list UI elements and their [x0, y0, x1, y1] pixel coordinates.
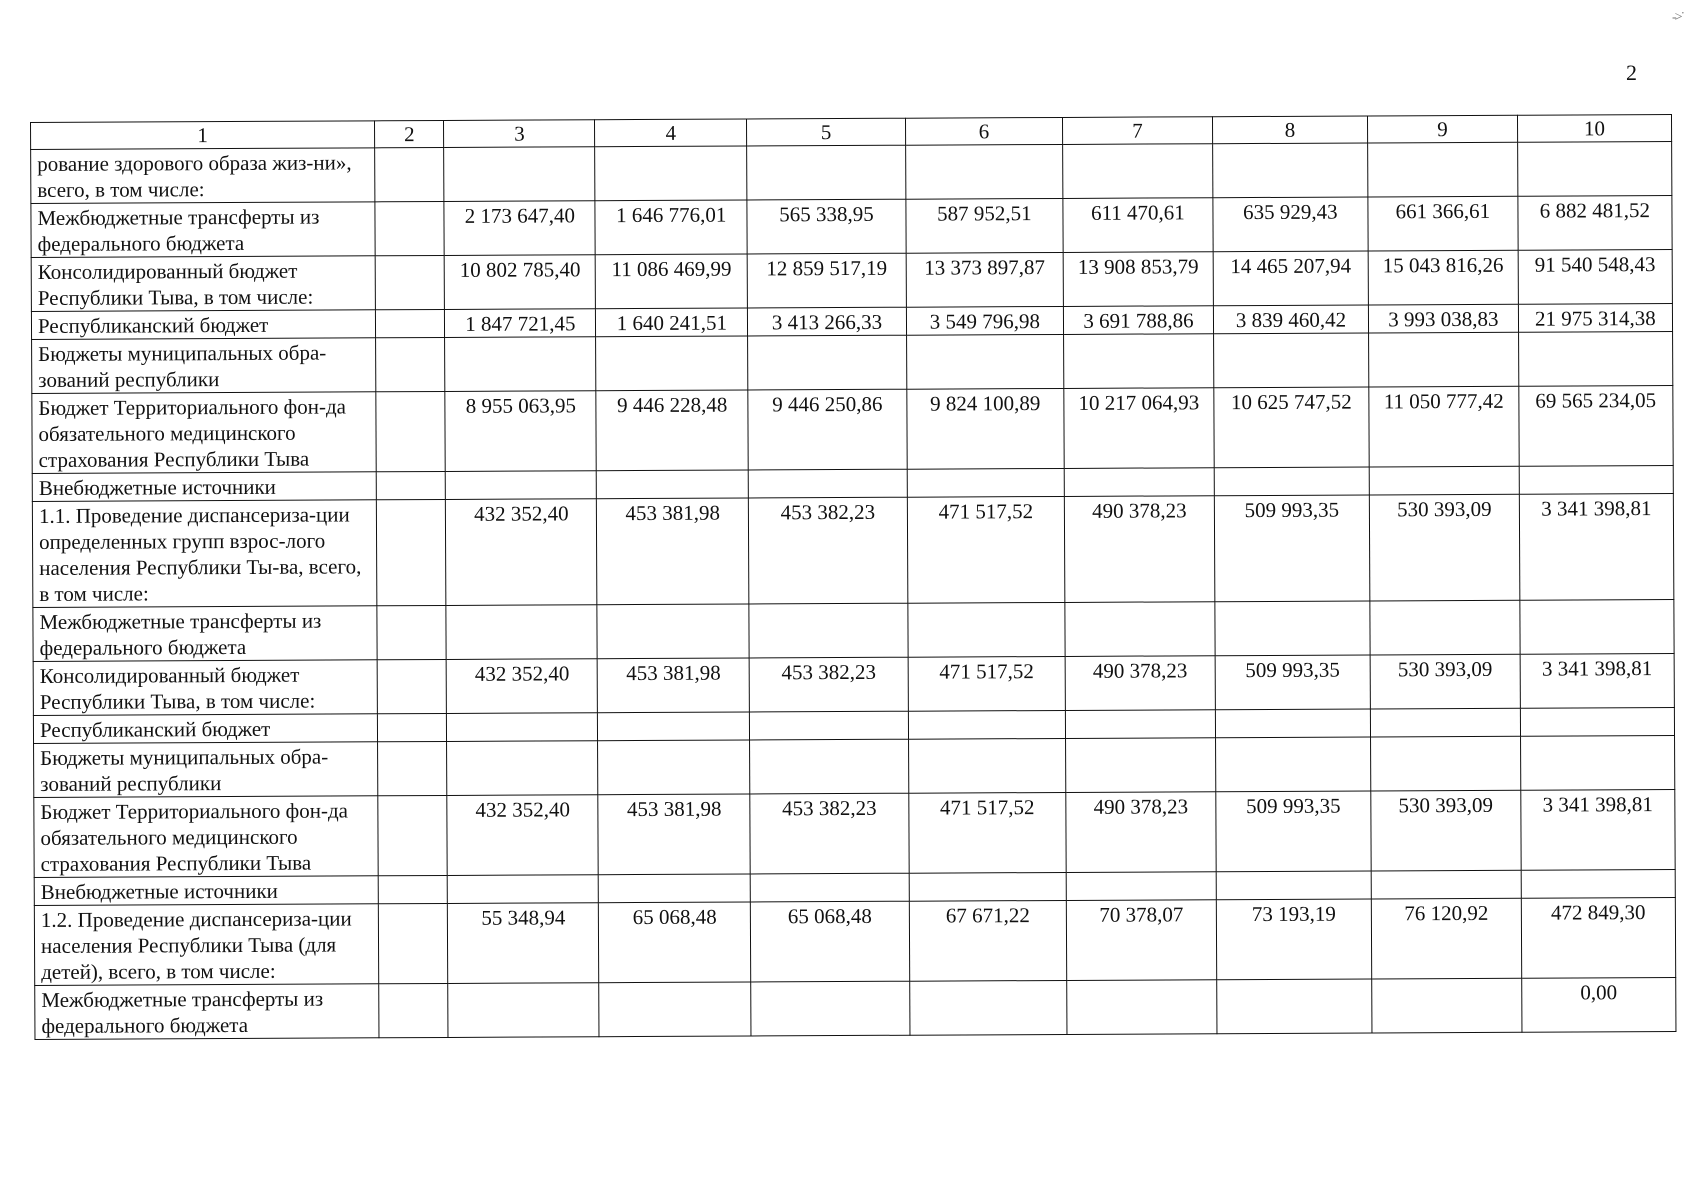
value-cell-col9: [1369, 466, 1519, 495]
value-cell-col5: [748, 335, 907, 390]
table-row: [34, 897, 1675, 985]
table-row: [35, 977, 1676, 1039]
value-cell-col3: 432 352,40: [446, 499, 597, 606]
value-cell-col7: [1066, 872, 1216, 901]
value-cell-col6: [906, 334, 1064, 389]
value-cell-col7: 10 217 064,93: [1064, 388, 1214, 469]
value-cell-col10: 3 341 398,81: [1519, 493, 1674, 600]
value-cell-col9: 530 393,09: [1369, 494, 1519, 601]
value-cell-col4: 1 646 776,01: [595, 200, 747, 255]
table-row: [34, 735, 1675, 797]
value-cell-col8: 3 839 460,42: [1213, 305, 1368, 334]
value-cell-col9: [1370, 600, 1520, 655]
row-label: Бюджеты муниципальных обра-зований республики: [34, 742, 378, 798]
value-cell-col9: 3 993 038,83: [1368, 304, 1518, 333]
value-cell-col9: [1372, 978, 1522, 1033]
value-cell-col10: 3 341 398,81: [1520, 653, 1674, 708]
value-cell-col9: [1371, 736, 1521, 791]
value-cell-col8: 509 993,35: [1215, 655, 1370, 710]
value-cell-col3: [448, 983, 599, 1038]
row-col2-cell: [375, 201, 445, 255]
value-cell-col6: 3 549 796,98: [906, 306, 1063, 335]
value-cell-col4: 453 381,98: [597, 658, 749, 713]
table-row: [31, 141, 1672, 203]
row-label: 1.1. Проведение диспансериза-ции определенных групп взрос-лого населения Республики Ты-ва, всего, в том числе:: [32, 500, 377, 608]
value-cell-col10: [1517, 141, 1671, 196]
value-cell-col4: [598, 712, 750, 741]
row-label: Консолидированный бюджет Республики Тыва, в том числе:: [33, 660, 377, 716]
row-label: Бюджет Территориального фон-да обязательного медицинского страхования Республики Тыва: [34, 796, 378, 878]
value-cell-col6: [908, 602, 1066, 657]
row-col2-cell: [378, 741, 448, 795]
value-cell-col10: 6 882 481,52: [1518, 195, 1672, 250]
table-row: [33, 653, 1674, 715]
value-cell-col9: [1368, 142, 1518, 197]
value-cell-col4: 1 640 241,51: [596, 308, 748, 337]
row-col2-cell: [379, 983, 449, 1037]
value-cell-col6: 587 952,51: [906, 198, 1064, 253]
value-cell-col9: 76 120,92: [1371, 898, 1521, 979]
row-col2-cell: [375, 147, 445, 201]
value-cell-col7: [1066, 738, 1216, 793]
column-header-8: 8: [1212, 116, 1367, 144]
value-cell-col3: [445, 337, 596, 392]
value-cell-col9: [1370, 708, 1520, 737]
value-cell-col8: [1216, 871, 1371, 900]
value-cell-col5: [749, 603, 908, 658]
value-cell-col4: 453 381,98: [597, 498, 749, 605]
value-cell-col8: [1215, 601, 1370, 656]
row-col2-cell: [377, 659, 447, 713]
value-cell-col6: [907, 468, 1064, 497]
row-label: Бюджеты муниципальных обра-зований республики: [32, 338, 376, 394]
row-col2-cell: [376, 499, 446, 605]
value-cell-col3: [448, 875, 599, 904]
value-cell-col5: 3 413 266,33: [748, 307, 907, 336]
value-cell-col4: 453 381,98: [598, 794, 750, 875]
value-cell-col10: 472 849,30: [1521, 897, 1676, 978]
value-cell-col7: 70 378,07: [1066, 900, 1216, 981]
value-cell-col3: 1 847 721,45: [445, 309, 596, 338]
value-cell-col8: [1215, 709, 1370, 738]
value-cell-col4: 11 086 469,99: [595, 254, 747, 309]
value-cell-col3: [446, 605, 597, 660]
value-cell-col4: [599, 982, 751, 1037]
value-cell-col8: [1217, 979, 1372, 1034]
row-col2-cell: [378, 903, 448, 983]
value-cell-col5: [750, 711, 909, 740]
value-cell-col5: 12 859 517,19: [747, 253, 906, 308]
row-col2-cell: [377, 713, 447, 741]
value-cell-col6: [908, 738, 1066, 793]
column-header-7: 7: [1063, 117, 1213, 145]
column-header-4: 4: [595, 119, 747, 147]
row-col2-cell: [376, 391, 446, 471]
row-col2-cell: [378, 875, 448, 903]
value-cell-col7: [1063, 144, 1213, 199]
value-cell-col5: 453 382,23: [749, 497, 908, 604]
value-cell-col9: [1369, 332, 1519, 387]
value-cell-col3: 10 802 785,40: [445, 255, 596, 310]
value-cell-col8: 635 929,43: [1213, 197, 1368, 252]
value-cell-col6: 471 517,52: [908, 656, 1066, 711]
value-cell-col9: 661 366,61: [1368, 196, 1518, 251]
value-cell-col6: 471 517,52: [907, 496, 1065, 603]
value-cell-col4: [599, 874, 751, 903]
value-cell-col7: [1065, 602, 1215, 657]
value-cell-col8: [1215, 737, 1370, 792]
table-row: [32, 493, 1673, 607]
value-cell-col4: 9 446 228,48: [596, 390, 748, 471]
value-cell-col5: 453 382,23: [750, 793, 909, 874]
column-header-9: 9: [1368, 115, 1518, 143]
value-cell-col10: [1518, 331, 1672, 386]
value-cell-col10: 0,00: [1521, 977, 1675, 1032]
value-cell-col6: [905, 144, 1063, 199]
row-label: Внебюджетные источники: [34, 876, 378, 906]
value-cell-col10: 69 565 234,05: [1519, 385, 1674, 466]
table-row: [32, 331, 1673, 393]
row-col2-cell: [376, 337, 446, 391]
value-cell-col7: [1064, 334, 1214, 389]
value-cell-col5: [751, 981, 910, 1036]
value-cell-col6: [908, 710, 1065, 739]
table-row: [31, 195, 1672, 257]
value-cell-col6: 9 824 100,89: [907, 388, 1065, 469]
row-label: Межбюджетные трансферты из федерального бюджета: [35, 984, 379, 1040]
value-cell-col5: 65 068,48: [751, 901, 910, 982]
value-cell-col5: [747, 145, 906, 200]
table-body: [31, 141, 1676, 1039]
value-cell-col3: 55 348,94: [448, 903, 599, 984]
value-cell-col3: 8 955 063,95: [445, 391, 596, 472]
value-cell-col3: 432 352,40: [447, 795, 598, 876]
value-cell-col3: 432 352,40: [447, 659, 598, 714]
value-cell-col8: 509 993,35: [1216, 791, 1372, 872]
column-header-6: 6: [905, 117, 1062, 145]
row-label: Республиканский бюджет: [31, 310, 375, 340]
value-cell-col7: 3 691 788,86: [1063, 306, 1213, 335]
value-cell-col10: [1519, 465, 1673, 494]
value-cell-col8: 10 625 747,52: [1214, 387, 1370, 468]
value-cell-col4: [596, 336, 748, 391]
row-col2-cell: [375, 309, 445, 337]
value-cell-col6: [909, 980, 1067, 1035]
value-cell-col7: [1067, 980, 1217, 1035]
row-label: Республиканский бюджет: [33, 714, 377, 744]
row-col2-cell: [377, 605, 447, 659]
row-label: Межбюджетные трансферты из федерального бюджета: [33, 606, 377, 662]
value-cell-col8: 509 993,35: [1214, 495, 1370, 602]
value-cell-col9: [1371, 870, 1521, 899]
value-cell-col9: 15 043 816,26: [1368, 250, 1518, 305]
row-col2-cell: [378, 795, 448, 875]
value-cell-col9: 530 393,09: [1371, 790, 1521, 871]
value-cell-col10: [1521, 869, 1675, 898]
value-cell-col8: 73 193,19: [1216, 899, 1372, 980]
value-cell-col5: [748, 469, 907, 498]
value-cell-col7: [1065, 710, 1215, 739]
value-cell-col3: [446, 471, 597, 500]
table-row: [34, 789, 1675, 877]
value-cell-col5: [750, 739, 909, 794]
value-cell-col5: 565 338,95: [747, 199, 906, 254]
value-cell-col10: 21 975 314,38: [1518, 303, 1672, 332]
value-cell-col10: 91 540 548,43: [1518, 249, 1672, 304]
value-cell-col5: 453 382,23: [749, 657, 908, 712]
row-label: Бюджет Территориального фон-да обязательного медицинского страхования Республики Тыва: [32, 392, 376, 474]
value-cell-col5: 9 446 250,86: [748, 389, 907, 470]
scan-mark: ->​˙: [1672, 10, 1684, 25]
value-cell-col10: [1520, 735, 1674, 790]
value-cell-col6: 67 671,22: [909, 900, 1067, 981]
value-cell-col3: [444, 147, 595, 202]
value-cell-col10: [1520, 599, 1674, 654]
value-cell-col7: 490 378,23: [1065, 656, 1215, 711]
column-header-5: 5: [747, 118, 906, 146]
table-row: [31, 249, 1672, 311]
column-header-10: 10: [1517, 114, 1671, 142]
value-cell-col8: 14 465 207,94: [1213, 251, 1368, 306]
value-cell-col8: [1214, 467, 1369, 496]
value-cell-col9: 530 393,09: [1370, 654, 1520, 709]
value-cell-col4: [597, 470, 749, 499]
value-cell-col3: [447, 713, 598, 742]
value-cell-col8: [1213, 333, 1368, 388]
row-label: 1.2. Проведение диспансериза-ции населения Республики Тыва (для детей), всего, в том числе:: [34, 904, 378, 986]
value-cell-col8: [1212, 143, 1367, 198]
value-cell-col9: 11 050 777,42: [1369, 386, 1519, 467]
value-cell-col5: [750, 873, 909, 902]
row-label: Консолидированный бюджет Республики Тыва, в том числе:: [31, 256, 375, 312]
value-cell-col6: [909, 872, 1066, 901]
value-cell-col4: [595, 146, 747, 201]
row-label: Внебюджетные источники: [32, 472, 376, 502]
value-cell-col6: 13 373 897,87: [906, 252, 1064, 307]
value-cell-col7: [1064, 468, 1214, 497]
column-header-2: 2: [375, 120, 445, 147]
column-header-3: 3: [444, 120, 595, 148]
page-number: 2: [1626, 60, 1637, 85]
budget-table: [30, 114, 1676, 1040]
value-cell-col10: 3 341 398,81: [1521, 789, 1676, 870]
value-cell-col6: 471 517,52: [909, 792, 1067, 873]
row-label: рование здорового образа жиз-ни», всего, в том числе:: [31, 148, 375, 204]
value-cell-col4: [597, 604, 749, 659]
value-cell-col3: [447, 741, 598, 796]
table-row: [32, 385, 1673, 473]
value-cell-col7: 490 378,23: [1064, 496, 1214, 603]
row-col2-cell: [375, 255, 445, 309]
value-cell-col4: [598, 740, 750, 795]
value-cell-col3: 2 173 647,40: [444, 201, 595, 256]
value-cell-col10: [1520, 707, 1674, 736]
table-row: [33, 599, 1674, 661]
value-cell-col7: 490 378,23: [1066, 792, 1216, 873]
value-cell-col7: 611 470,61: [1063, 198, 1213, 253]
row-label: Межбюджетные трансферты из федерального бюджета: [31, 202, 375, 258]
row-col2-cell: [376, 471, 446, 499]
value-cell-col7: 13 908 853,79: [1063, 252, 1213, 307]
value-cell-col4: 65 068,48: [599, 902, 751, 983]
column-header-1: 1: [31, 121, 375, 150]
